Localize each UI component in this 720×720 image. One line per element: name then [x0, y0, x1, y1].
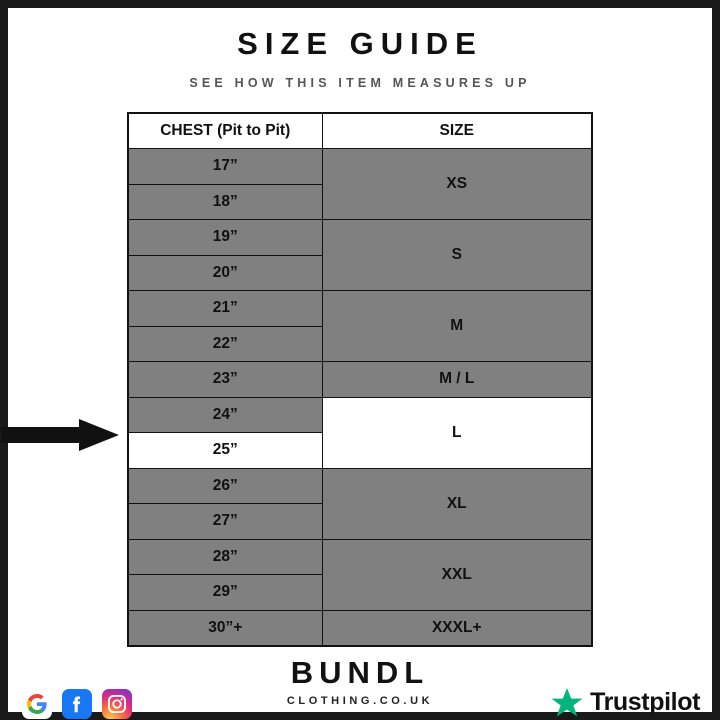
chest-cell: 24” [128, 397, 322, 433]
trustpilot-star-icon [551, 687, 583, 719]
table-row [128, 220, 592, 256]
chest-cell: 28” [128, 539, 322, 575]
size-cell: M / L [322, 362, 592, 398]
size-cell: M [322, 291, 592, 362]
footer [8, 647, 712, 716]
size-table [127, 112, 593, 647]
highlight-arrow-icon [1, 418, 121, 452]
chest-cell: 19” [128, 220, 322, 256]
size-guide-card [8, 8, 712, 716]
table-row [128, 468, 592, 504]
google-icon[interactable] [22, 689, 52, 719]
size-cell: XS [322, 149, 592, 220]
brand-name: BUNDL [290, 654, 430, 690]
trustpilot-badge[interactable] [551, 687, 700, 719]
chest-cell-highlighted: 25” [128, 433, 322, 469]
column-header-size: SIZE [322, 113, 592, 149]
chest-cell: 26” [128, 468, 322, 504]
size-cell: XXXL+ [322, 610, 592, 646]
trustpilot-label: Trustpilot [590, 688, 700, 716]
chest-cell: 30”+ [128, 610, 322, 646]
chest-cell: 22” [128, 326, 322, 362]
table-header-row [128, 113, 592, 149]
social-links [22, 689, 132, 719]
table-row [128, 610, 592, 646]
table-row-highlighted [128, 397, 592, 433]
chest-cell: 17” [128, 149, 322, 185]
size-cell: XL [322, 468, 592, 539]
brand-domain: CLOTHING.CO.UK [286, 694, 434, 707]
page-subtitle: SEE HOW THIS ITEM MEASURES UP [189, 76, 531, 90]
size-cell-highlighted: L [322, 397, 592, 468]
chest-cell: 18” [128, 184, 322, 220]
chest-cell: 27” [128, 504, 322, 540]
column-header-chest: CHEST (Pit to Pit) [128, 113, 322, 149]
facebook-icon[interactable] [62, 689, 92, 719]
page-title: SIZE GUIDE [237, 26, 483, 61]
chest-cell: 21” [128, 291, 322, 327]
table-row [128, 291, 592, 327]
size-cell: S [322, 220, 592, 291]
size-cell: XXL [322, 539, 592, 610]
table-row [128, 149, 592, 185]
table-row [128, 539, 592, 575]
instagram-icon[interactable] [102, 689, 132, 719]
chest-cell: 20” [128, 255, 322, 291]
table-row [128, 362, 592, 398]
chest-cell: 23” [128, 362, 322, 398]
chest-cell: 29” [128, 575, 322, 611]
size-table-wrap [127, 112, 593, 647]
